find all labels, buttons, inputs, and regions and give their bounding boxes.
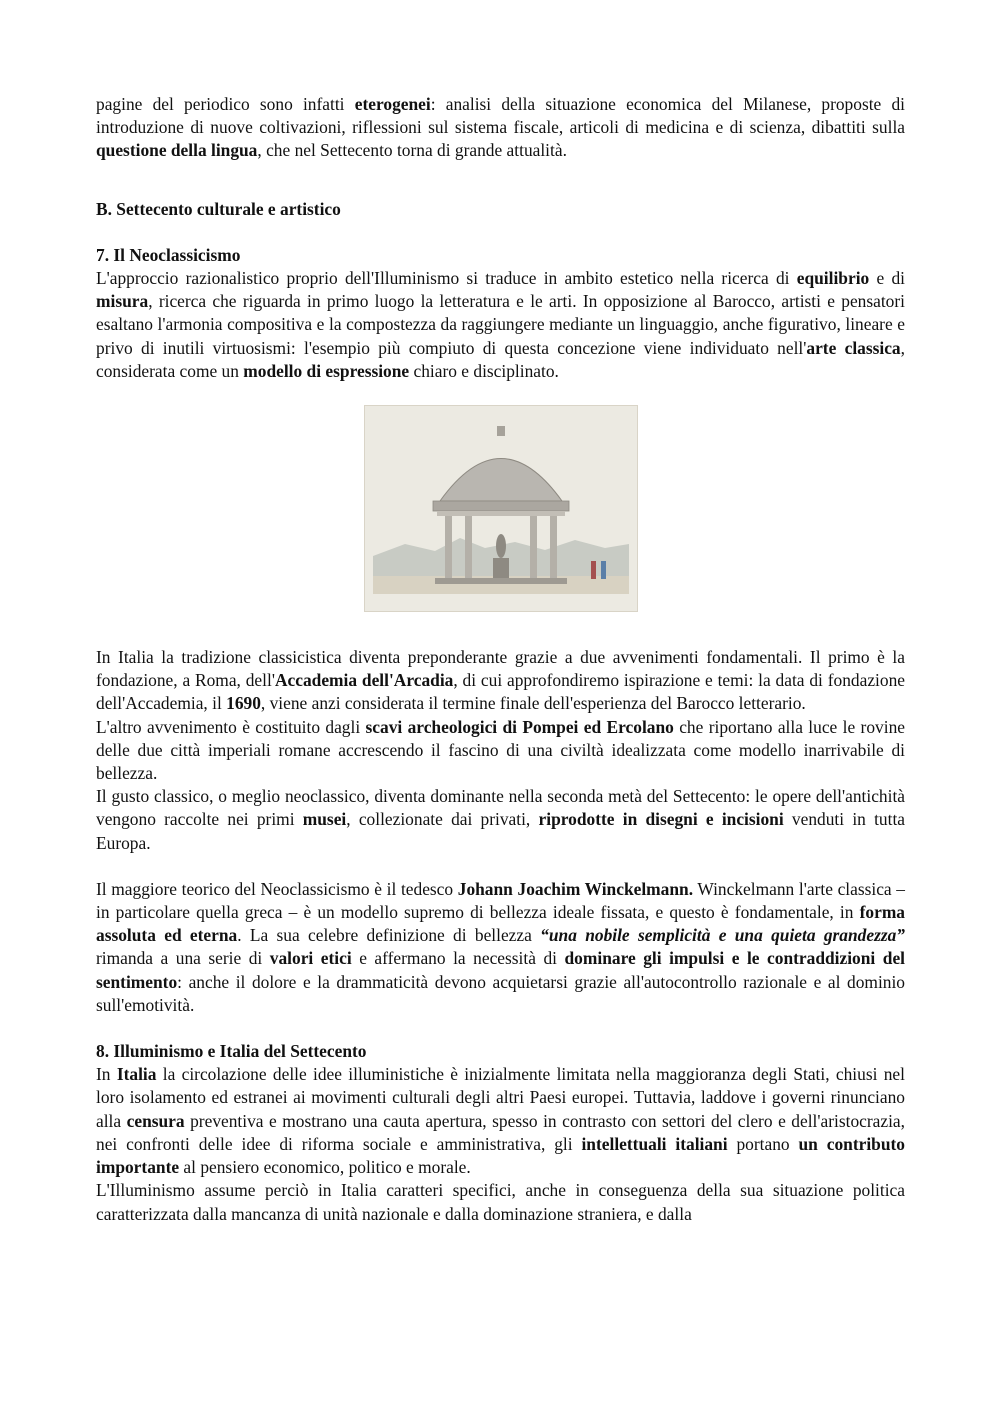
- temple-illustration: [365, 406, 637, 611]
- text-run: , che nel Settecento torna di grande attualità.: [257, 140, 567, 161]
- text-run: chiaro e disciplinato.: [409, 360, 559, 381]
- text-run: : analisi della situazione economica del Milanese, proposte di introduzione di nuove coltivazioni, riflessioni sul sistema fiscale, articoli di medicina e di scienza, dibattiti sulla: [96, 94, 906, 138]
- neoclassicism-paragraph: [96, 267, 905, 383]
- text-run: , collezionate dai privati,: [346, 809, 539, 830]
- text-run: Il maggiore teorico del Neoclassicismo è il tedesco: [96, 878, 458, 899]
- bold-run: modello di espressione: [243, 360, 410, 381]
- bold-run: valori etici: [269, 948, 352, 969]
- text-run: , viene anzi considerata il termine finale dell'esperienza del Barocco letterario.: [260, 693, 806, 714]
- bold-run: dominare gli impulsi e le contraddizioni del sentimento: [96, 948, 905, 992]
- bold-run: questione della lingua: [96, 140, 258, 161]
- bold-run: equilibrio: [796, 268, 870, 289]
- bold-run: eterogenei: [354, 94, 431, 114]
- text-run: preventiva e mostrano una cauta apertura, spesso in contrasto con settori del clero e dell'aristocrazia, nei confronti delle idee di riforma sociale e amministrativa, gli: [96, 1110, 905, 1154]
- text-run: che riportano alla luce le rovine delle due città imperiali romane accrescendo il fascino di una civiltà idealizzata come modello inarrivabile di bellezza.: [96, 716, 905, 784]
- text-run: , considerata come un: [96, 337, 905, 381]
- text-run: , ricerca che riguarda in primo luogo la letteratura e le arti. In opposizione al Barocco, artisti e pensatori esaltano l'armonia compositiva e la compostezza da raggiungere mediante un linguaggio, anche figurativo, lineare e privo di inutili virtuosismi: l'esempio più compiuto di questa concezione viene individuato nell': [96, 291, 905, 358]
- bold-run: Italia: [116, 1064, 157, 1085]
- text-run: e di: [869, 268, 905, 289]
- document-page: [96, 93, 905, 1226]
- text-run: : anche il dolore e la drammaticità devono acquietarsi grazie all'autocontrollo razionale e al dominio sull'emotività.: [96, 971, 905, 1015]
- bold-run: intellettuali italiani: [581, 1133, 728, 1154]
- text-run: portano: [727, 1133, 799, 1154]
- bold-run: misura: [96, 291, 149, 312]
- bold-run: un contributo importante: [96, 1133, 906, 1178]
- bold-run: arte classica: [806, 337, 901, 358]
- bold-run: censura: [126, 1110, 185, 1131]
- bold-run: musei: [302, 809, 347, 830]
- section-b-heading: B. Settecento culturale e artistico: [96, 198, 341, 219]
- text-run: L'Illuminismo assume perciò in Italia caratteri specifici, anche in conseguenza della sua situazione politica caratterizzata dalla mancanza di unità nazionale e dalla dominazione straniera, e dalla: [96, 1180, 905, 1224]
- neoclassical-temple-engraving: [364, 405, 638, 612]
- text-run: e affermano la necessità di: [351, 948, 565, 969]
- text-run: Winckelmann l'arte classica – in particolare quella greca – è un modello supremo di bellezza ideale fissata, e questo è fondamentale, in: [96, 878, 905, 923]
- text-run: Il gusto classico, o meglio neoclassico, diventa dominante nella seconda metà del Settecento: le opere dell'antichità vengono raccolte nei primi: [96, 786, 905, 830]
- illuminism-heading: 8. Illuminismo e Italia del Settecento: [96, 1041, 367, 1062]
- bold-italic-quote: “una nobile semplicità e una quieta grandezza”: [540, 925, 905, 946]
- winckelmann-paragraph: [96, 878, 905, 1017]
- text-run: rimanda a una serie di: [96, 948, 270, 969]
- bold-run: Accademia dell'Arcadia: [274, 670, 454, 691]
- text-run: L'approccio razionalistico proprio dell'Illuminismo si traduce in ambito estetico nella ricerca di: [96, 268, 797, 289]
- bold-run: riprodotte in disegni e incisioni: [538, 809, 784, 830]
- text-run: . La sua celebre definizione di bellezza: [237, 925, 541, 946]
- italia-paragraph-2: [96, 716, 905, 786]
- text-run: In: [96, 1064, 117, 1085]
- illuminism-paragraph: [96, 1063, 905, 1179]
- text-run: al pensiero economico, politico e morale.: [179, 1157, 471, 1178]
- text-run: venduti in tutta Europa.: [96, 809, 905, 853]
- text-run: In Italia la tradizione classicistica diventa preponderante grazie a due avvenimenti fondamentali. Il primo è la fondazione, a Roma, dell': [96, 647, 905, 691]
- final-paragraph: [96, 1179, 905, 1225]
- neoclassicism-heading: 7. Il Neoclassicismo: [96, 244, 241, 265]
- italia-paragraph-1: [96, 646, 905, 716]
- text-run: pagine del periodico sono infatti: [96, 94, 355, 114]
- bold-run: Johann Joachim Winckelmann.: [457, 878, 694, 899]
- text-run: L'altro avvenimento è costituito dagli: [96, 716, 366, 737]
- text-run: , di cui approfondiremo ispirazione e temi: la data di fondazione dell'Accademia, il: [96, 670, 905, 714]
- italia-paragraph-3: [96, 785, 905, 855]
- bold-run: forma assoluta ed eterna: [96, 902, 905, 946]
- text-run: la circolazione delle idee illuministiche è inizialmente limitata nella maggioranza degli Stati, chiusi nel loro isolamento ed estranei ai movimenti culturali degli altri Paesi europei. Tuttavia, laddove i governi rinunciano alla: [96, 1064, 905, 1131]
- intro-paragraph: [96, 93, 905, 163]
- bold-run: 1690: [226, 693, 261, 714]
- bold-run: scavi archeologici di Pompei ed Ercolano: [365, 716, 674, 737]
